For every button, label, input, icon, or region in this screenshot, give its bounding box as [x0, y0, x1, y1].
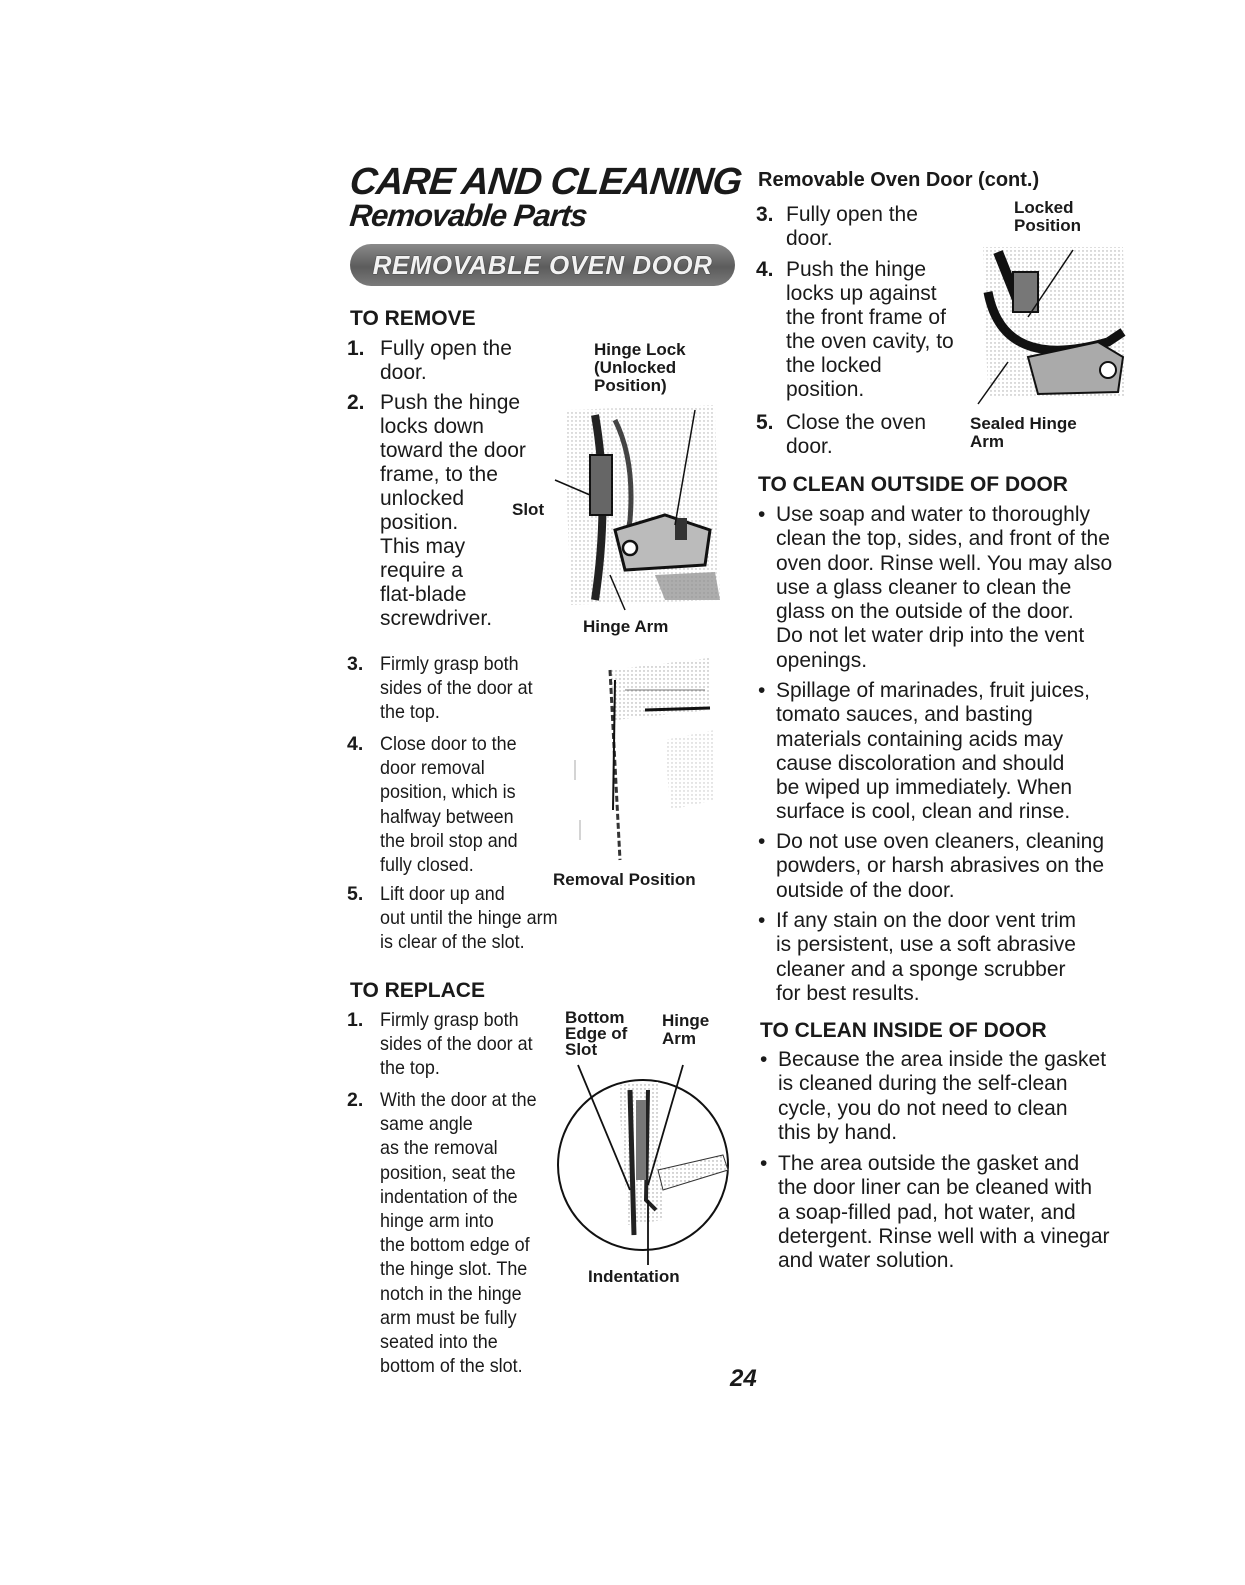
- slot-label: Slot: [512, 500, 545, 519]
- step-number: 4.: [347, 733, 364, 755]
- clean-inside-heading: TO CLEAN INSIDE OF DOOR: [760, 1019, 1047, 1042]
- to-replace-heading: TO REPLACE: [350, 979, 485, 1002]
- step-number: 3.: [347, 653, 364, 675]
- step-text: Close the oven door.: [786, 411, 927, 458]
- bullet-mark: •: [758, 503, 766, 526]
- step-number: 2.: [347, 1089, 364, 1111]
- hinge-arm-label: Hinge Arm: [583, 617, 669, 636]
- to-remove-heading: TO REMOVE: [350, 307, 476, 330]
- step-text: Firmly grasp both sides of the door at the top.: [380, 1009, 533, 1080]
- bullet-mark: •: [758, 679, 766, 702]
- step-number: 2.: [347, 391, 365, 414]
- bullet-mark: •: [758, 830, 766, 853]
- hinge-lock-label: Hinge Lock (Unlocked Position): [594, 340, 686, 395]
- step-number: 1.: [347, 1009, 364, 1031]
- locked-hinge-illustration: [958, 242, 1128, 402]
- locked-position-label: Locked Position: [1014, 198, 1082, 235]
- bullet-text: Spillage of marinades, fruit juices, tomato sauces, and basting materials containing acids may cause discoloration and should be wiped up immediately. When surface is cool, clean and rinse.: [776, 679, 1090, 824]
- banner-text: REMOVABLE OVEN DOOR: [372, 249, 713, 280]
- bullet-mark: •: [760, 1048, 768, 1071]
- step-number: 5.: [347, 883, 364, 905]
- step-number: 3.: [756, 203, 774, 226]
- step-text: Close door to the door removal position, which is halfway between the broil stop and fully closed.: [380, 733, 518, 877]
- removal-position-illustration: [575, 650, 725, 865]
- clean-outside-heading: TO CLEAN OUTSIDE OF DOOR: [758, 473, 1068, 496]
- sealed-hinge-arm-label: Sealed Hinge Arm: [970, 414, 1077, 451]
- section-title: CARE AND CLEANING: [347, 161, 744, 203]
- indentation-label: Indentation: [588, 1267, 680, 1286]
- bullet-mark: •: [760, 1152, 768, 1175]
- bottom-edge-label: Bottom Edge of Slot: [565, 1008, 628, 1059]
- step-text: With the door at the same angle as the removal position, seat the indentation of the hinge arm into the bottom edge of the hinge slot. The notch in the hinge arm must be fully seated into the bottom of the slot.: [380, 1089, 537, 1378]
- replace-hinge-arm-label: Hinge Arm: [662, 1011, 710, 1048]
- bullet-text: Use soap and water to thoroughly clean the top, sides, and front of the oven door. Rinse well. You may also use a glass cleaner to clean the glass on the outside of the door. Do not let water drip into the vent openings.: [776, 503, 1113, 672]
- step-text: Push the hinge locks up against the front frame of the oven cavity, to the locked position.: [786, 258, 954, 401]
- step-text: Lift door up and out until the hinge arm is clear of the slot.: [380, 883, 558, 954]
- bullet-text: The area outside the gasket and the door liner can be cleaned with a soap-filled pad, hot water, and detergent. Rinse well with a vinegar and water solution.: [778, 1152, 1110, 1273]
- replace-hinge-illustration: [548, 1060, 733, 1265]
- cont-heading: Removable Oven Door (cont.): [758, 169, 1040, 191]
- step-text: Push the hinge locks down toward the door frame, to the unlocked position. This may require a flat-blade screwdriver.: [380, 391, 526, 630]
- step-text: Fully open the door.: [786, 203, 918, 250]
- bullet-text: Because the area inside the gasket is cleaned during the self-clean cycle, you do not need to clean this by hand.: [778, 1048, 1107, 1144]
- step-number: 4.: [756, 258, 774, 281]
- step-number: 5.: [756, 411, 774, 434]
- section-subtitle: Removable Parts: [348, 198, 589, 233]
- step-text: Fully open the door.: [380, 337, 512, 384]
- bullet-text: Do not use oven cleaners, cleaning powders, or harsh abrasives on the outside of the door.: [776, 830, 1105, 902]
- bullet-mark: •: [758, 909, 766, 932]
- removal-position-label: Removal Position: [553, 870, 696, 889]
- step-number: 1.: [347, 337, 365, 360]
- page-number: 24: [730, 1365, 757, 1392]
- hinge-lock-illustration: [555, 400, 725, 610]
- banner: [350, 244, 735, 286]
- step-text: Firmly grasp both sides of the door at the top.: [380, 653, 533, 724]
- bullet-text: If any stain on the door vent trim is persistent, use a soft abrasive cleaner and a sponge scrubber for best results.: [776, 909, 1076, 1005]
